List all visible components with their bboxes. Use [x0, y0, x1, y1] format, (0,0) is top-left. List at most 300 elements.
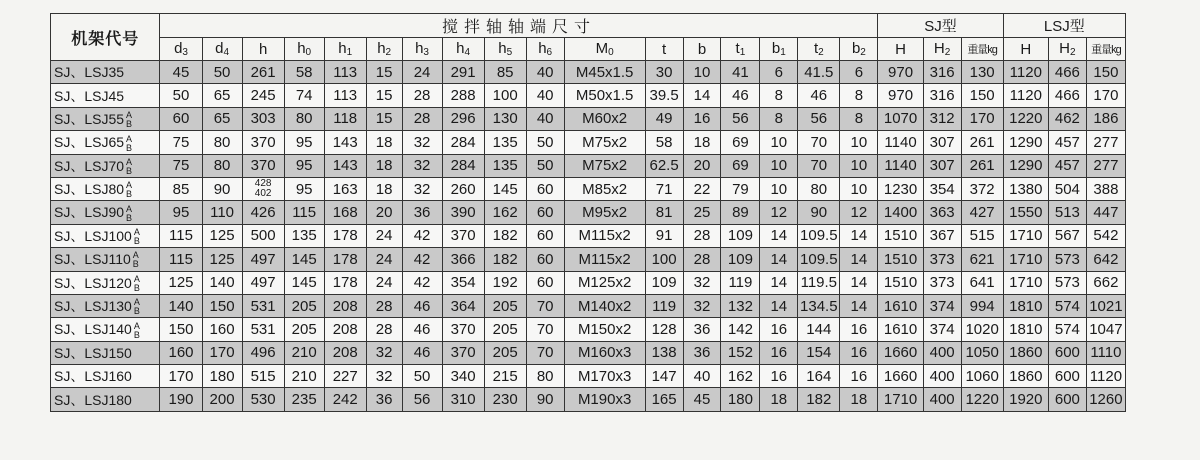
sj-cell-1: 374 — [923, 318, 961, 341]
cell-t2: 144 — [798, 318, 840, 341]
frame-code-text: SJ、LSJ80 — [54, 181, 125, 197]
cell-t: 71 — [645, 177, 683, 200]
cell-b1: 16 — [760, 341, 798, 364]
cell-h1: 113 — [324, 61, 366, 84]
cell-b1: 16 — [760, 365, 798, 388]
cell-b: 16 — [683, 107, 721, 130]
column-header-m0: $M_0$ — [564, 38, 645, 61]
frame-code-text: SJ、LSJ65 — [54, 134, 125, 151]
cell-m0: M50x1.5 — [564, 84, 645, 107]
cell-b1: 10 — [760, 131, 798, 154]
frame-code-text: SJ、LSJ100 — [54, 227, 132, 244]
cell-b2: 10 — [840, 131, 878, 154]
cell-h4: 284 — [442, 131, 484, 154]
cell-t: 128 — [645, 318, 683, 341]
cell-h2: 15 — [366, 107, 402, 130]
cell-h4: 284 — [442, 154, 484, 177]
cell-b: 18 — [683, 131, 721, 154]
lsj-cell-0: 1290 — [1003, 131, 1048, 154]
cell-b1: 16 — [760, 318, 798, 341]
sj-cell-2: 261 — [961, 131, 1003, 154]
cell-d4: 125 — [202, 248, 242, 271]
cell-h6: 70 — [526, 294, 564, 317]
cell-h2: 24 — [366, 224, 402, 247]
cell-h0: 80 — [284, 107, 324, 130]
table-row — [51, 107, 1126, 130]
column-header-row — [51, 38, 1126, 61]
cell-h0: 145 — [284, 271, 324, 294]
variant-ab-marker: A B — [133, 297, 140, 317]
cell-b: 36 — [683, 341, 721, 364]
column-header-b: b — [683, 38, 721, 61]
frame-code-cell — [51, 248, 160, 271]
lsj-column-header-0: H — [1003, 38, 1048, 61]
cell-h3: 42 — [402, 248, 442, 271]
cell-h6: 70 — [526, 341, 564, 364]
cell-m0: M190x3 — [564, 388, 645, 411]
table-row — [51, 61, 1126, 84]
frame-code-cell — [51, 154, 160, 177]
cell-h0: 74 — [284, 84, 324, 107]
cell-d3: 45 — [160, 61, 202, 84]
cell-m0: M140x2 — [564, 294, 645, 317]
cell-d3: 115 — [160, 224, 202, 247]
frame-code-cell — [51, 341, 160, 364]
cell-h4: 310 — [442, 388, 484, 411]
cell-t1: 56 — [721, 107, 760, 130]
sj-column-header-2: 重量kg — [961, 38, 1003, 61]
cell-h2: 36 — [366, 388, 402, 411]
frame-code-header: 机架代号 — [51, 14, 160, 61]
cell-b2: 14 — [840, 271, 878, 294]
frame-code-cell — [51, 294, 160, 317]
cell-h3: 46 — [402, 318, 442, 341]
lsj-cell-0: 1550 — [1003, 201, 1048, 224]
lsj-cell-2: 186 — [1086, 107, 1125, 130]
column-header-h3: $h_3$ — [402, 38, 442, 61]
lsj-cell-1: 466 — [1048, 61, 1086, 84]
cell-t: 109 — [645, 271, 683, 294]
cell-h6: 50 — [526, 131, 564, 154]
cell-h4: 370 — [442, 224, 484, 247]
cell-h0: 135 — [284, 224, 324, 247]
cell-m0: M160x3 — [564, 341, 645, 364]
sj-cell-0: 970 — [878, 84, 923, 107]
column-header-h2: $h_2$ — [366, 38, 402, 61]
cell-m0: M95x2 — [564, 201, 645, 224]
cell-h: 497 — [242, 271, 284, 294]
cell-h4: 260 — [442, 177, 484, 200]
cell-h3: 36 — [402, 201, 442, 224]
cell-h3: 28 — [402, 107, 442, 130]
sj-cell-0: 1610 — [878, 294, 923, 317]
cell-h1: 178 — [324, 248, 366, 271]
cell-h6: 40 — [526, 107, 564, 130]
cell-b1: 14 — [760, 271, 798, 294]
cell-m0: M75x2 — [564, 154, 645, 177]
cell-t1: 162 — [721, 365, 760, 388]
lsj-cell-2: 542 — [1086, 224, 1125, 247]
cell-t: 58 — [645, 131, 683, 154]
cell-b1: 8 — [760, 84, 798, 107]
cell-h0: 115 — [284, 201, 324, 224]
cell-t1: 109 — [721, 224, 760, 247]
cell-h5: 230 — [484, 388, 526, 411]
table-row — [51, 365, 1126, 388]
sj-cell-2: 150 — [961, 84, 1003, 107]
column-header-h1: $h_1$ — [324, 38, 366, 61]
cell-h0: 210 — [284, 341, 324, 364]
sj-cell-0: 1510 — [878, 224, 923, 247]
variant-ab-marker: A B — [126, 203, 133, 223]
sj-cell-0: 1610 — [878, 318, 923, 341]
cell-h: 531 — [242, 294, 284, 317]
sj-cell-0: 970 — [878, 61, 923, 84]
cell-h2: 28 — [366, 318, 402, 341]
cell-b: 14 — [683, 84, 721, 107]
cell-h4: 296 — [442, 107, 484, 130]
cell-h0: 95 — [284, 131, 324, 154]
cell-h0: 145 — [284, 248, 324, 271]
lsj-cell-2: 642 — [1086, 248, 1125, 271]
table-row — [51, 201, 1126, 224]
cell-b2: 14 — [840, 294, 878, 317]
cell-d4: 50 — [202, 61, 242, 84]
frame-code-text: SJ、LSJ55 — [54, 110, 125, 127]
column-header-t2: $t_2$ — [798, 38, 840, 61]
frame-code-cell — [51, 131, 160, 154]
cell-t: 147 — [645, 365, 683, 388]
cell-b: 10 — [683, 61, 721, 84]
cell-d4: 150 — [202, 294, 242, 317]
table-row — [51, 294, 1126, 317]
cell-b: 28 — [683, 224, 721, 247]
cell-h5: 130 — [484, 107, 526, 130]
column-header-t1: $t_1$ — [721, 38, 760, 61]
cell-t2: 70 — [798, 131, 840, 154]
sj-cell-0: 1070 — [878, 107, 923, 130]
cell-h: 261 — [242, 61, 284, 84]
sj-cell-1: 400 — [923, 365, 961, 388]
shaft-end-dimension-table — [50, 13, 1126, 412]
frame-code-text: SJ、LSJ120 — [54, 274, 132, 291]
cell-d3: 75 — [160, 154, 202, 177]
cell-d3: 75 — [160, 131, 202, 154]
cell-h1: 227 — [324, 365, 366, 388]
cell-d4: 65 — [202, 107, 242, 130]
lsj-cell-1: 466 — [1048, 84, 1086, 107]
cell-t2: 90 — [798, 201, 840, 224]
cell-b: 45 — [683, 388, 721, 411]
sj-cell-2: 427 — [961, 201, 1003, 224]
cell-t1: 152 — [721, 341, 760, 364]
cell-h6: 60 — [526, 224, 564, 247]
cell-h4: 370 — [442, 318, 484, 341]
cell-t2: 46 — [798, 84, 840, 107]
column-header-d4: $d_4$ — [202, 38, 242, 61]
cell-t1: 180 — [721, 388, 760, 411]
sj-cell-1: 363 — [923, 201, 961, 224]
cell-t2: 119.5 — [798, 271, 840, 294]
cell-t1: 79 — [721, 177, 760, 200]
cell-h2: 18 — [366, 154, 402, 177]
sj-cell-2: 641 — [961, 271, 1003, 294]
sj-cell-0: 1660 — [878, 341, 923, 364]
cell-d3: 190 — [160, 388, 202, 411]
cell-h3: 32 — [402, 131, 442, 154]
sj-cell-1: 367 — [923, 224, 961, 247]
cell-t: 49 — [645, 107, 683, 130]
cell-h3: 56 — [402, 388, 442, 411]
cell-h2: 15 — [366, 84, 402, 107]
lsj-cell-2: 1021 — [1086, 294, 1125, 317]
cell-h5: 145 — [484, 177, 526, 200]
column-header-b1: $b_1$ — [760, 38, 798, 61]
lsj-cell-1: 600 — [1048, 365, 1086, 388]
column-header-h4: $h_4$ — [442, 38, 484, 61]
variant-ab-marker: A B — [126, 180, 133, 200]
cell-b1: 18 — [760, 388, 798, 411]
frame-code-cell — [51, 84, 160, 107]
cell-h0: 205 — [284, 294, 324, 317]
cell-h2: 24 — [366, 248, 402, 271]
sj-cell-0: 1140 — [878, 154, 923, 177]
cell-t: 39.5 — [645, 84, 683, 107]
cell-h: 245 — [242, 84, 284, 107]
cell-h: 426 — [242, 201, 284, 224]
cell-d3: 95 — [160, 201, 202, 224]
sj-cell-0: 1510 — [878, 271, 923, 294]
cell-d4: 125 — [202, 224, 242, 247]
cell-b2: 10 — [840, 177, 878, 200]
column-header-h0: $h_0$ — [284, 38, 324, 61]
cell-t: 100 — [645, 248, 683, 271]
cell-h: 303 — [242, 107, 284, 130]
frame-code-text: SJ、LSJ45 — [54, 87, 125, 104]
sj-cell-2: 621 — [961, 248, 1003, 271]
lsj-cell-0: 1710 — [1003, 271, 1048, 294]
lsj-cell-2: 170 — [1086, 84, 1125, 107]
cell-h0: 58 — [284, 61, 324, 84]
lsj-cell-2: 277 — [1086, 154, 1125, 177]
cell-h1: 163 — [324, 177, 366, 200]
column-header-b2: $b_2$ — [840, 38, 878, 61]
cell-h: 428 402 — [242, 177, 284, 200]
cell-h3: 50 — [402, 365, 442, 388]
lsj-type-header: LSJ型 — [1003, 14, 1125, 38]
cell-h3: 32 — [402, 177, 442, 200]
sj-cell-0: 1230 — [878, 177, 923, 200]
cell-t2: 70 — [798, 154, 840, 177]
sj-cell-1: 400 — [923, 388, 961, 411]
cell-m0: M115x2 — [564, 224, 645, 247]
lsj-column-header-1: $H_2$ — [1048, 38, 1086, 61]
cell-t2: 164 — [798, 365, 840, 388]
sj-cell-1: 373 — [923, 248, 961, 271]
cell-h1: 208 — [324, 294, 366, 317]
cell-t2: 41.5 — [798, 61, 840, 84]
lsj-cell-0: 1290 — [1003, 154, 1048, 177]
cell-h: 500 — [242, 224, 284, 247]
cell-h3: 46 — [402, 294, 442, 317]
cell-d4: 160 — [202, 318, 242, 341]
cell-d3: 125 — [160, 271, 202, 294]
cell-h3: 46 — [402, 341, 442, 364]
cell-d4: 65 — [202, 84, 242, 107]
cell-h3: 28 — [402, 84, 442, 107]
cell-m0: M150x2 — [564, 318, 645, 341]
frame-code-cell — [51, 388, 160, 411]
cell-h: 515 — [242, 365, 284, 388]
cell-h1: 178 — [324, 271, 366, 294]
cell-t1: 142 — [721, 318, 760, 341]
sj-cell-0: 1140 — [878, 131, 923, 154]
cell-d3: 50 — [160, 84, 202, 107]
lsj-cell-1: 457 — [1048, 154, 1086, 177]
frame-code-text: SJ、LSJ35 — [54, 64, 125, 81]
cell-d4: 180 — [202, 365, 242, 388]
cell-h1: 118 — [324, 107, 366, 130]
sj-cell-2: 1020 — [961, 318, 1003, 341]
table-row — [51, 318, 1126, 341]
lsj-cell-1: 504 — [1048, 177, 1086, 200]
cell-h1: 208 — [324, 341, 366, 364]
lsj-cell-1: 600 — [1048, 388, 1086, 411]
cell-h6: 50 — [526, 154, 564, 177]
cell-d4: 140 — [202, 271, 242, 294]
cell-h5: 182 — [484, 224, 526, 247]
lsj-cell-0: 1380 — [1003, 177, 1048, 200]
cell-h4: 364 — [442, 294, 484, 317]
sj-cell-2: 261 — [961, 154, 1003, 177]
sj-cell-1: 312 — [923, 107, 961, 130]
cell-h5: 215 — [484, 365, 526, 388]
cell-t: 91 — [645, 224, 683, 247]
cell-h1: 143 — [324, 131, 366, 154]
cell-h6: 40 — [526, 61, 564, 84]
variant-ab-marker: A B — [133, 273, 140, 293]
lsj-cell-0: 1120 — [1003, 84, 1048, 107]
sj-cell-1: 354 — [923, 177, 961, 200]
table-row — [51, 224, 1126, 247]
cell-d4: 90 — [202, 177, 242, 200]
cell-d3: 160 — [160, 341, 202, 364]
cell-h5: 205 — [484, 341, 526, 364]
cell-t: 62.5 — [645, 154, 683, 177]
cell-d3: 170 — [160, 365, 202, 388]
frame-code-cell — [51, 365, 160, 388]
cell-h0: 95 — [284, 154, 324, 177]
cell-t: 165 — [645, 388, 683, 411]
table-row — [51, 388, 1126, 411]
cell-h6: 40 — [526, 84, 564, 107]
lsj-cell-0: 1220 — [1003, 107, 1048, 130]
cell-b: 28 — [683, 248, 721, 271]
cell-h6: 60 — [526, 248, 564, 271]
cell-h0: 205 — [284, 318, 324, 341]
lsj-cell-1: 573 — [1048, 271, 1086, 294]
variant-ab-marker: A B — [133, 320, 140, 340]
cell-h2: 32 — [366, 365, 402, 388]
cell-d3: 85 — [160, 177, 202, 200]
cell-b: 20 — [683, 154, 721, 177]
cell-h6: 60 — [526, 271, 564, 294]
column-header-h6: $h_6$ — [526, 38, 564, 61]
cell-h4: 288 — [442, 84, 484, 107]
sj-column-header-0: H — [878, 38, 923, 61]
cell-h4: 366 — [442, 248, 484, 271]
cell-h: 530 — [242, 388, 284, 411]
cell-t2: 80 — [798, 177, 840, 200]
lsj-cell-0: 1710 — [1003, 248, 1048, 271]
cell-h5: 135 — [484, 131, 526, 154]
column-header-h5: $h_5$ — [484, 38, 526, 61]
cell-h4: 354 — [442, 271, 484, 294]
cell-h1: 178 — [324, 224, 366, 247]
lsj-cell-1: 457 — [1048, 131, 1086, 154]
sj-column-header-1: $H_2$ — [923, 38, 961, 61]
table-row — [51, 341, 1126, 364]
cell-t1: 89 — [721, 201, 760, 224]
sj-cell-1: 307 — [923, 154, 961, 177]
lsj-cell-1: 600 — [1048, 341, 1086, 364]
frame-code-text: SJ、LSJ70 — [54, 157, 125, 174]
lsj-cell-2: 1047 — [1086, 318, 1125, 341]
variant-ab-marker: A B — [126, 156, 133, 176]
cell-h2: 18 — [366, 131, 402, 154]
cell-b1: 10 — [760, 177, 798, 200]
cell-h0: 210 — [284, 365, 324, 388]
cell-d4: 170 — [202, 341, 242, 364]
sj-cell-1: 400 — [923, 341, 961, 364]
table-row — [51, 271, 1126, 294]
cell-d3: 150 — [160, 318, 202, 341]
lsj-cell-0: 1710 — [1003, 224, 1048, 247]
frame-code-text: SJ、LSJ140 — [54, 321, 132, 338]
variant-ab-marker: A B — [132, 250, 139, 270]
lsj-cell-2: 1260 — [1086, 388, 1125, 411]
cell-t1: 132 — [721, 294, 760, 317]
frame-code-text: SJ、LSJ150 — [54, 344, 132, 361]
frame-code-text: SJ、LSJ160 — [54, 368, 132, 385]
cell-d3: 140 — [160, 294, 202, 317]
frame-code-cell — [51, 177, 160, 200]
cell-h0: 235 — [284, 388, 324, 411]
cell-h6: 80 — [526, 365, 564, 388]
lsj-cell-1: 462 — [1048, 107, 1086, 130]
cell-h4: 340 — [442, 365, 484, 388]
cell-b2: 14 — [840, 224, 878, 247]
cell-t1: 69 — [721, 154, 760, 177]
variant-ab-marker: A B — [133, 227, 140, 247]
cell-t2: 109.5 — [798, 224, 840, 247]
cell-d4: 80 — [202, 131, 242, 154]
sj-cell-0: 1400 — [878, 201, 923, 224]
cell-h2: 32 — [366, 341, 402, 364]
sj-cell-2: 1050 — [961, 341, 1003, 364]
cell-b2: 8 — [840, 84, 878, 107]
cell-h3: 32 — [402, 154, 442, 177]
cell-h3: 42 — [402, 224, 442, 247]
frame-code-text: SJ、LSJ110 — [54, 251, 131, 268]
cell-b1: 14 — [760, 224, 798, 247]
cell-h4: 390 — [442, 201, 484, 224]
cell-h1: 208 — [324, 318, 366, 341]
cell-b2: 12 — [840, 201, 878, 224]
frame-code-text: SJ、LSJ180 — [54, 391, 132, 408]
cell-d3: 115 — [160, 248, 202, 271]
sj-cell-0: 1710 — [878, 388, 923, 411]
